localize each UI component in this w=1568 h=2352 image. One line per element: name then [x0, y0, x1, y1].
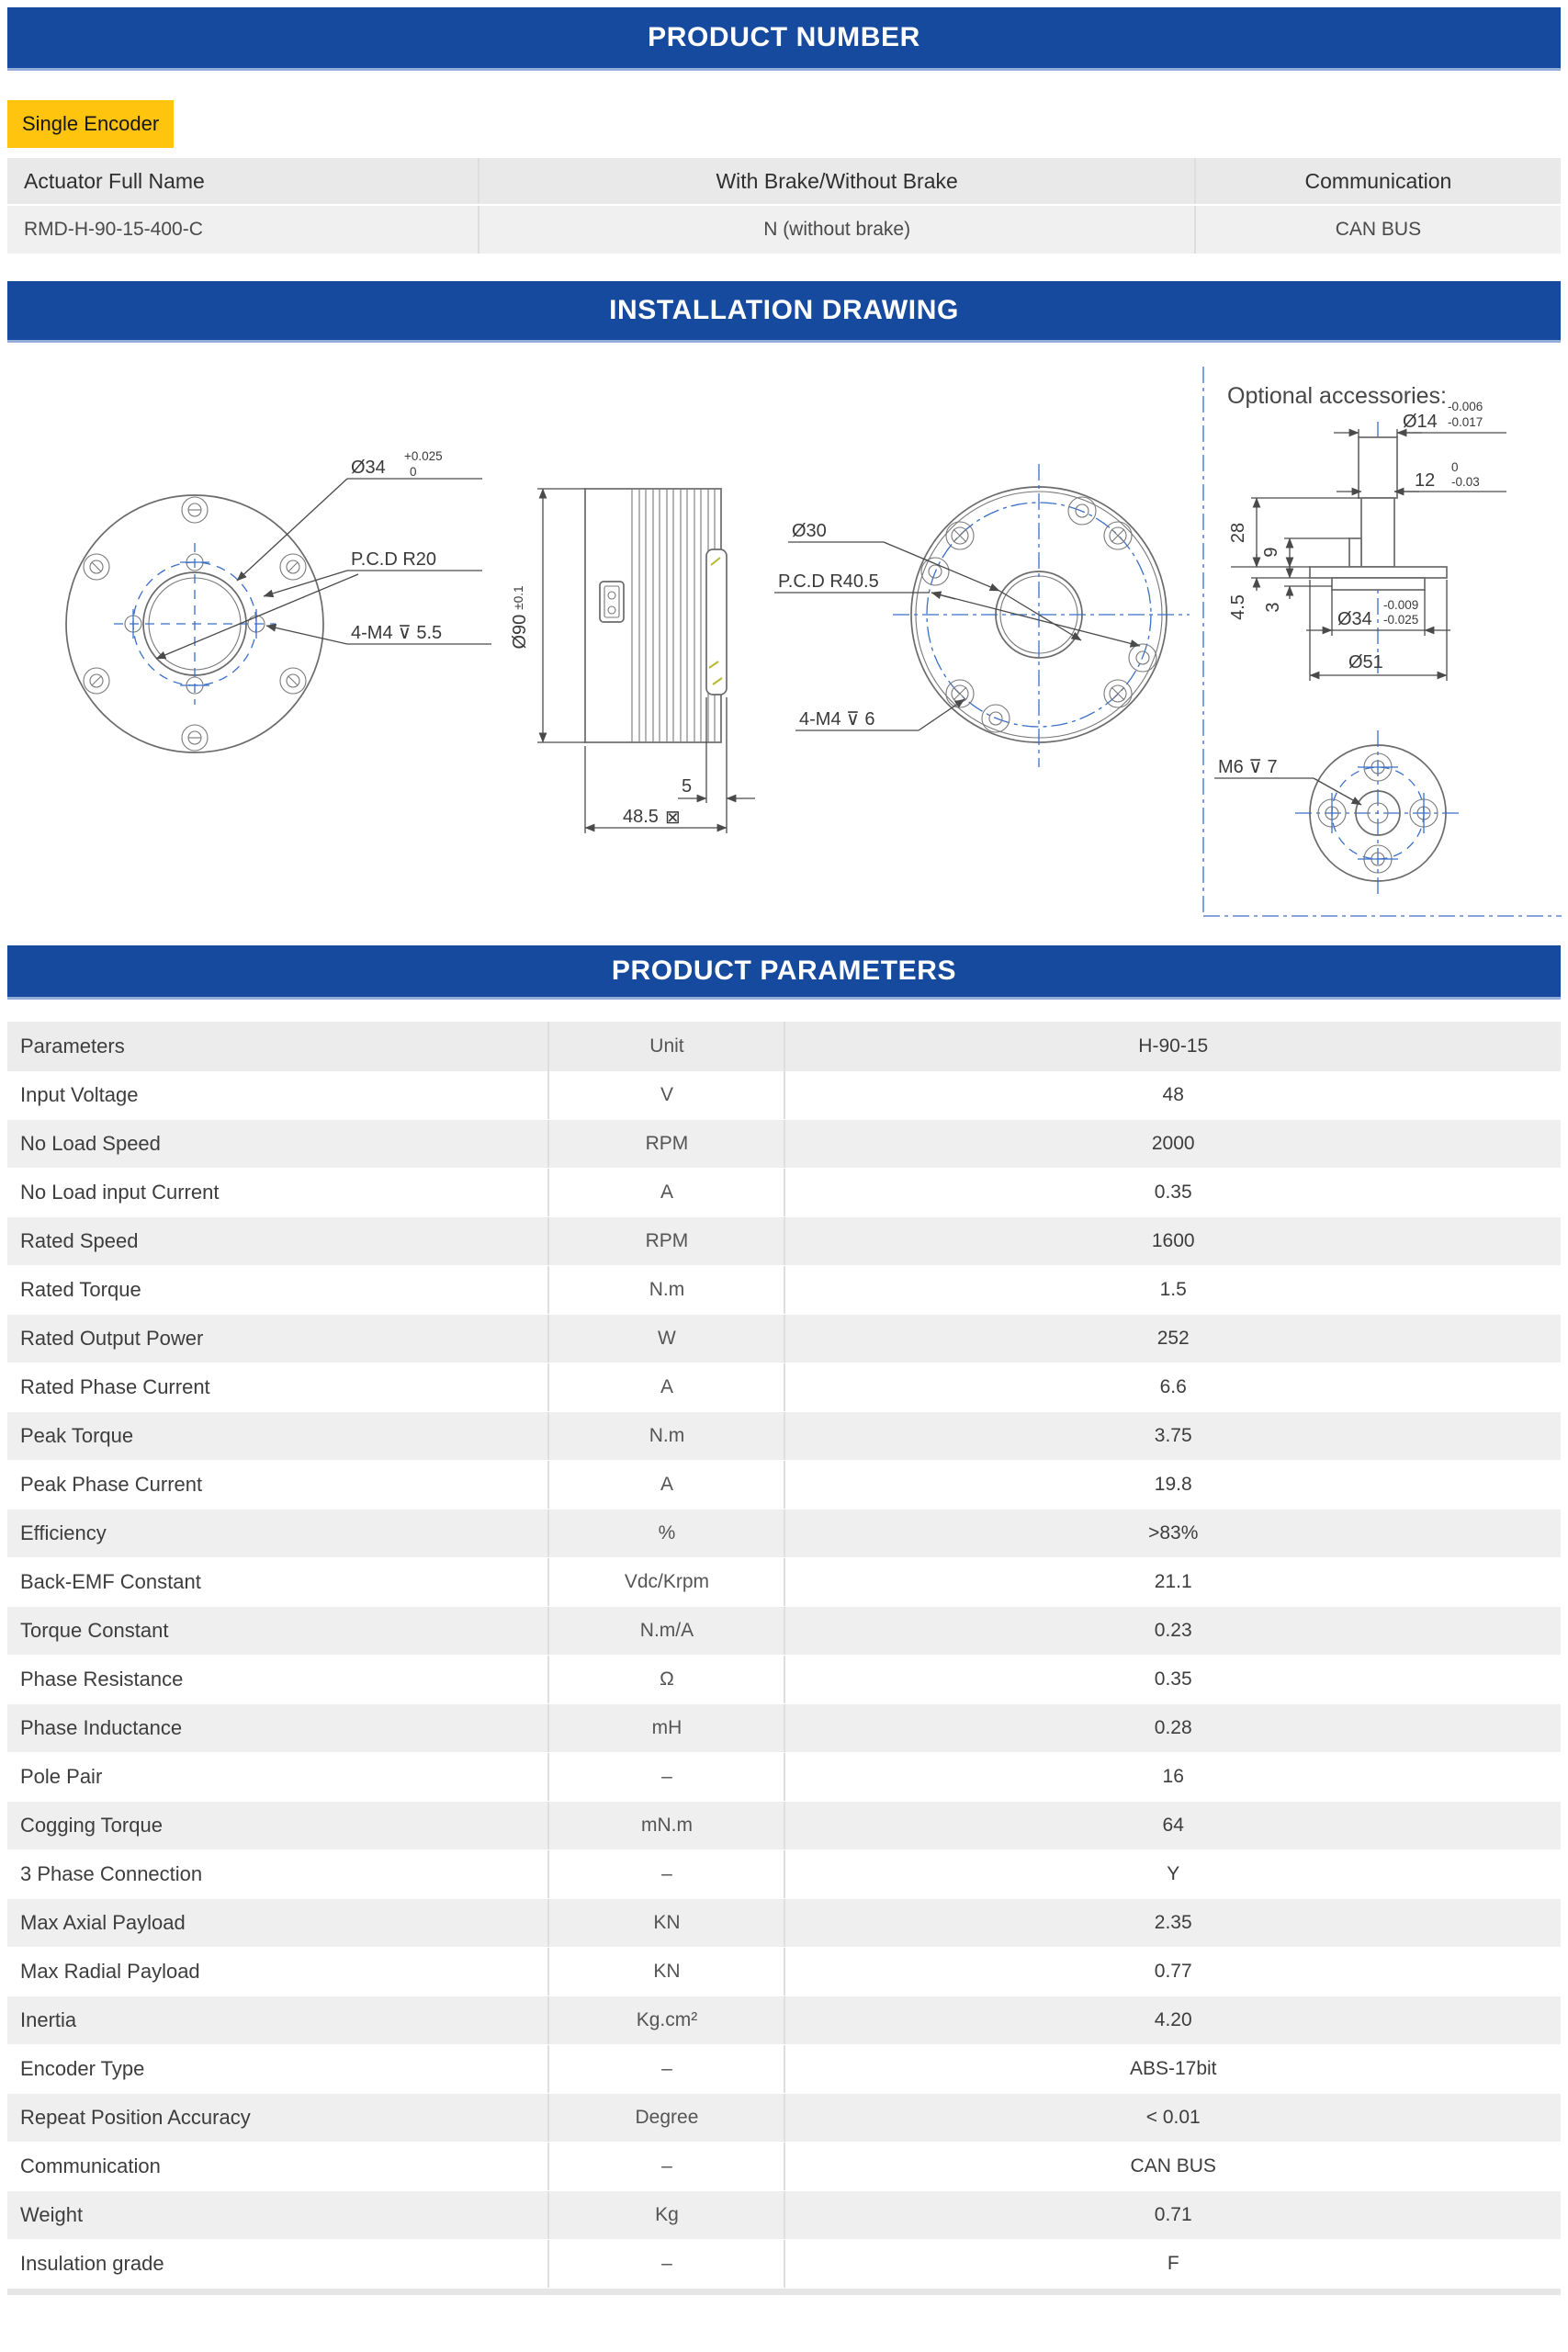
param-unit: RPM: [547, 1120, 784, 1168]
product-number-title: PRODUCT NUMBER: [648, 22, 920, 52]
param-value: 4.20: [784, 1996, 1561, 2044]
installation-drawing-title: INSTALLATION DRAWING: [609, 295, 959, 325]
optional-accessories-title: Optional accessories:: [1227, 383, 1448, 409]
param-value: 0.35: [784, 1169, 1561, 1216]
param-name: Weight: [20, 2203, 84, 2226]
param-unit: mH: [547, 1704, 784, 1752]
installation-drawing-banner: [7, 281, 1561, 343]
param-unit: –: [547, 2240, 784, 2288]
encoder-type-badge: Single Encoder: [7, 100, 174, 148]
table-row: [7, 1802, 1561, 1850]
dia90-tol: ±0.1: [512, 585, 525, 610]
dim-label-acc-45: 4.5: [1228, 594, 1248, 620]
table-row: [7, 2094, 1561, 2143]
dim-label-acc-9: 9: [1261, 547, 1281, 558]
param-value: CAN BUS: [784, 2143, 1561, 2190]
param-name: Communication: [20, 2154, 161, 2177]
dim-label-acc-dia14-sub: -0.017: [1448, 415, 1483, 429]
table-row: [7, 1899, 1561, 1948]
dim-label-front-holes: 4-M4 ⊽ 5.5: [351, 623, 443, 643]
param-unit: KN: [547, 1948, 784, 1996]
rear-view-drawing: [774, 464, 1190, 767]
table-row: [7, 1704, 1561, 1753]
dim-label-rear-pcd: P.C.D R40.5: [778, 571, 879, 592]
table-row: [7, 1607, 1561, 1656]
parameters-table-body: [7, 1071, 1561, 2289]
param-name: Repeat Position Accuracy: [20, 2106, 251, 2129]
shaft-adapter-bottom-view: [1214, 730, 1461, 896]
param-unit: –: [547, 2143, 784, 2190]
param-unit: %: [547, 1510, 784, 1557]
table-row: [7, 1266, 1561, 1315]
dim-label-acc-dia14: Ø14: [1403, 412, 1438, 432]
product-number-table: [7, 158, 1561, 254]
param-value: 0.28: [784, 1704, 1561, 1752]
param-name: Pole Pair: [20, 1765, 103, 1788]
col-unit: Unit: [547, 1022, 784, 1071]
parameters-table-header: [7, 1022, 1561, 1071]
param-value: 0.71: [784, 2191, 1561, 2239]
param-value: Y: [784, 1850, 1561, 1898]
param-unit: A: [547, 1363, 784, 1411]
table-row: [7, 1169, 1561, 1217]
param-unit: Kg: [547, 2191, 784, 2239]
param-name: Phase Inductance: [20, 1716, 183, 1739]
param-unit: A: [547, 1169, 784, 1216]
actuator-full-name-value: RMD-H-90-15-400-C: [24, 219, 203, 240]
connector: [600, 582, 624, 622]
param-name: No Load input Current: [20, 1181, 220, 1204]
param-value: 6.6: [784, 1363, 1561, 1411]
col-model: H-90-15: [784, 1022, 1561, 1071]
installation-drawing-canvas: [0, 346, 1568, 934]
param-unit: N.m: [547, 1412, 784, 1460]
param-unit: Ω: [547, 1656, 784, 1703]
table-row: [7, 1753, 1561, 1802]
param-value: < 0.01: [784, 2094, 1561, 2142]
col-communication: Communication: [1194, 158, 1561, 204]
param-name: Torque Constant: [20, 1619, 169, 1642]
param-value: 3.75: [784, 1412, 1561, 1460]
param-unit: mN.m: [547, 1802, 784, 1849]
param-name: Rated Output Power: [20, 1327, 204, 1350]
param-name: Efficiency: [20, 1521, 107, 1544]
dim-label-acc-dia34: Ø34: [1337, 609, 1372, 629]
param-name: Insulation grade: [20, 2252, 164, 2275]
param-unit: N.m: [547, 1266, 784, 1314]
table-row: [7, 1315, 1561, 1363]
table-row: [7, 1656, 1561, 1704]
table-row: [7, 2143, 1561, 2191]
param-name: Peak Torque: [20, 1424, 134, 1447]
param-value: 1.5: [784, 1266, 1561, 1314]
table-row: [7, 1850, 1561, 1899]
communication-value: CAN BUS: [1194, 206, 1561, 254]
table-row: [7, 1558, 1561, 1607]
product-number-banner: [7, 7, 1561, 71]
side-view-drawing: [510, 489, 755, 833]
table-row: [7, 1412, 1561, 1461]
table-row: [7, 1071, 1561, 1120]
col-actuator-full-name: Actuator Full Name: [24, 169, 205, 193]
param-value: 21.1: [784, 1558, 1561, 1606]
dim-label-acc-12-sup: 0: [1451, 460, 1459, 474]
table-row: [7, 2191, 1561, 2240]
dim-label-rear-dia30: Ø30: [792, 521, 827, 541]
dim-label-side-5: 5: [682, 776, 693, 797]
dim-label-side-485: 48.5: [623, 807, 659, 827]
param-name: Back-EMF Constant: [20, 1570, 201, 1593]
param-name: Phase Resistance: [20, 1668, 184, 1690]
dim-label-acc-dia14-sup: -0.006: [1448, 400, 1483, 413]
param-name: Cogging Torque: [20, 1814, 163, 1837]
param-name: 3 Phase Connection: [20, 1862, 203, 1885]
param-name: No Load Speed: [20, 1132, 161, 1155]
param-name: Rated Torque: [20, 1278, 141, 1301]
table-row: [7, 1996, 1561, 2045]
dim-label-rear-holes: 4-M4 ⊽ 6: [799, 709, 875, 729]
param-unit: Degree: [547, 2094, 784, 2142]
product-number-table-values: [7, 206, 1561, 254]
param-name: Rated Speed: [20, 1229, 139, 1252]
param-value: 1600: [784, 1217, 1561, 1265]
table-row: [7, 1461, 1561, 1510]
product-parameters-banner: [7, 945, 1561, 1000]
param-name: Encoder Type: [20, 2057, 145, 2080]
product-parameters-title: PRODUCT PARAMETERS: [611, 956, 957, 986]
param-value: 2.35: [784, 1899, 1561, 1947]
param-value: 16: [784, 1753, 1561, 1801]
param-unit: –: [547, 1753, 784, 1801]
table-row: [7, 1217, 1561, 1266]
machined-surface-icon: ⊠: [665, 808, 681, 828]
param-value: >83%: [784, 1510, 1561, 1557]
param-unit: Vdc/Krpm: [547, 1558, 784, 1606]
param-value: 252: [784, 1315, 1561, 1363]
cooling-fins: [632, 489, 715, 742]
dim-label-side-dia90: [510, 586, 530, 650]
parameters-table: [7, 1022, 1561, 2295]
dim-label-acc-dia34-sup: -0.009: [1383, 598, 1419, 612]
front-view-drawing: [66, 449, 491, 752]
param-unit: –: [547, 1850, 784, 1898]
param-value: 19.8: [784, 1461, 1561, 1509]
dim-label-front-dia34-sup: +0.025: [404, 449, 443, 463]
table-row: [7, 1120, 1561, 1169]
shaft-adapter-side-view: [1228, 400, 1506, 681]
dim-label-acc-3: 3: [1263, 602, 1283, 613]
param-name: Rated Phase Current: [20, 1375, 210, 1398]
param-value: 0.35: [784, 1656, 1561, 1703]
param-unit: KN: [547, 1899, 784, 1947]
col-parameters: Parameters: [20, 1035, 125, 1057]
param-unit: N.m/A: [547, 1607, 784, 1655]
brake-value: N (without brake): [478, 206, 1194, 254]
optional-accessories-drawing: [1203, 367, 1562, 916]
param-value: 0.77: [784, 1948, 1561, 1996]
param-name: Peak Phase Current: [20, 1473, 203, 1496]
dim-label-acc-12: 12: [1415, 470, 1436, 491]
param-unit: Kg.cm²: [547, 1996, 784, 2044]
param-name: Input Voltage: [20, 1083, 139, 1106]
param-value: 48: [784, 1071, 1561, 1119]
table-row: [7, 2045, 1561, 2094]
dim-label-front-pcd: P.C.D R20: [351, 549, 437, 570]
param-value: 64: [784, 1802, 1561, 1849]
dim-label-acc-thread: M6 ⊽ 7: [1218, 757, 1278, 777]
param-value: F: [784, 2240, 1561, 2288]
dim-label-acc-dia51: Ø51: [1348, 652, 1383, 673]
param-name: Max Radial Payload: [20, 1960, 200, 1983]
dia90-main: Ø90: [510, 614, 530, 650]
dim-label-acc-12-sub: -0.03: [1451, 475, 1480, 489]
param-value: 0.23: [784, 1607, 1561, 1655]
table-row: [7, 1510, 1561, 1558]
param-unit: A: [547, 1461, 784, 1509]
product-number-table-header: [7, 158, 1561, 204]
table-row: [7, 1948, 1561, 1996]
table-row: [7, 2240, 1561, 2289]
dim-label-front-dia34-sub: 0: [410, 465, 417, 479]
param-name: Inertia: [20, 2008, 77, 2031]
output-flange: [706, 549, 727, 695]
param-unit: W: [547, 1315, 784, 1363]
param-value: 2000: [784, 1120, 1561, 1168]
col-brake: With Brake/Without Brake: [478, 158, 1194, 204]
dim-label-acc-dia34-sub: -0.025: [1383, 613, 1419, 627]
param-unit: RPM: [547, 1217, 784, 1265]
param-unit: V: [547, 1071, 784, 1119]
param-unit: –: [547, 2045, 784, 2093]
dim-label-front-dia34: Ø34: [351, 458, 386, 478]
table-row: [7, 1363, 1561, 1412]
dim-label-acc-28: 28: [1228, 522, 1248, 544]
param-name: Max Axial Payload: [20, 1911, 186, 1934]
param-value: ABS-17bit: [784, 2045, 1561, 2093]
